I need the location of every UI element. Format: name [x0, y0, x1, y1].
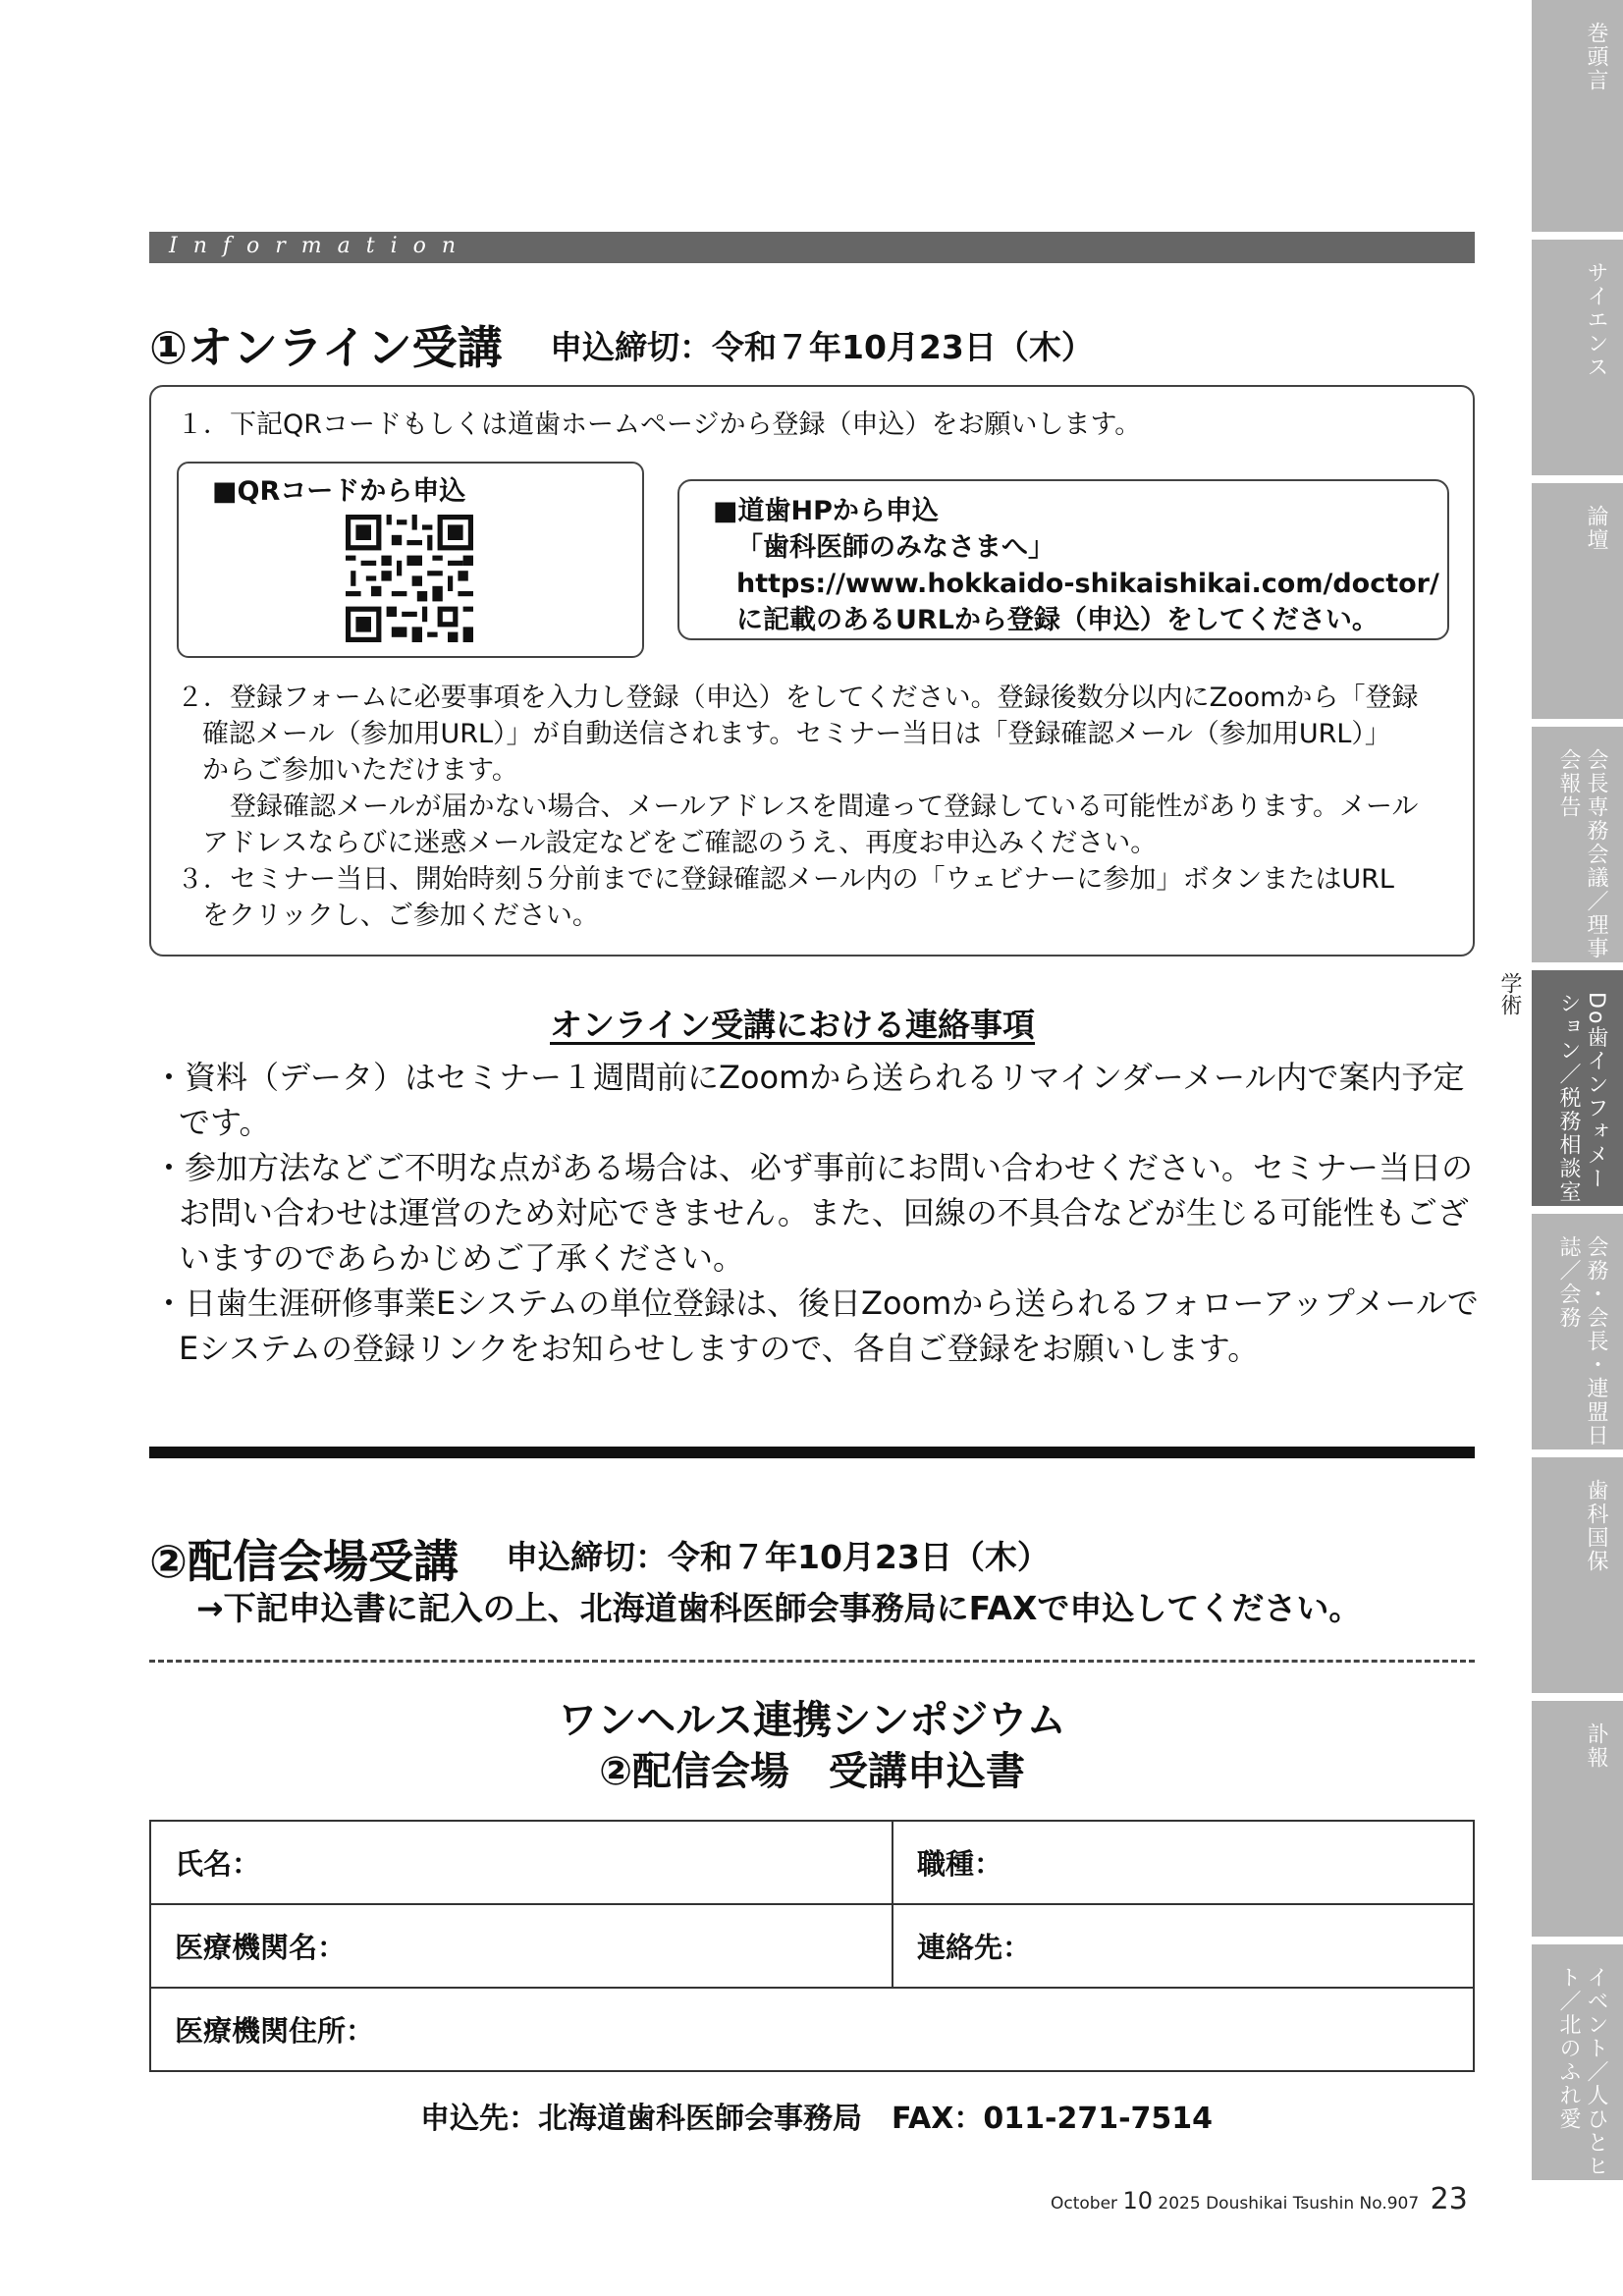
tab-science[interactable] [1532, 240, 1623, 475]
step-2-line: からご参加いただけます。 [202, 755, 518, 786]
form-title: ワンヘルス連携シンポジウム [558, 1698, 1066, 1743]
step-1: １．下記QRコードもしくは道歯ホームページから登録（申込）をお願いします。 [177, 410, 1142, 440]
name-field[interactable]: 氏名： [150, 1821, 893, 1904]
information-label: Information [169, 234, 472, 258]
notes-list [153, 1055, 1479, 1371]
tab-label: サイエンス [1584, 261, 1608, 379]
notes-line: いますのであらかじめご了承ください。 [179, 1239, 745, 1277]
tab-board-report[interactable] [1532, 727, 1623, 962]
hp-page-name: 「歯科医師のみなさまへ」 [736, 532, 1055, 563]
form-subtitle: ②配信会場 受講申込書 [599, 1749, 1025, 1794]
notes-line: ・参加方法などご不明な点がある場合は、必ず事前にお問い合わせください。セミナー当日の [153, 1149, 1474, 1186]
online-section-title: ①オンライン受講 [149, 321, 503, 374]
tab-label: 会長専務会議／理事会報告 [1556, 748, 1608, 960]
information-bar [149, 232, 1475, 263]
venue-deadline: 申込締切：令和７年10月23日（木） [506, 1538, 1050, 1576]
application-form [149, 1820, 1475, 2072]
hp-text [713, 493, 1439, 638]
tab-editorial[interactable] [1532, 0, 1623, 232]
step-2-line: アドレスならびに迷惑メール設定などをご確認のうえ、再度お申込みください。 [202, 828, 1158, 858]
hp-instruction: に記載のあるURLから登録（申込）をしてください。 [736, 605, 1379, 635]
address-field[interactable]: 医療機関住所： [150, 1988, 1474, 2071]
fax-contact: 申込先：北海道歯科医師会事務局 FAX：011-271-7514 [420, 2102, 1214, 2136]
tab-events[interactable] [1532, 1944, 1623, 2180]
online-deadline: 申込締切：令和７年10月23日（木） [550, 328, 1094, 366]
tab-label: 論壇 [1584, 505, 1608, 552]
step-3-line: をクリックし、ご参加ください。 [202, 901, 599, 931]
tab-label: Do歯インフォメーション／税務相談室 [1556, 992, 1608, 1204]
page-number: 23 [1430, 2182, 1468, 2216]
footer-day: 10 [1122, 2187, 1153, 2214]
step-2 [177, 680, 1418, 861]
venue-instruction: →下記申込書に記入の上、北海道歯科医師会事務局にFAXで申込してください。 [196, 1589, 1362, 1627]
notes-line: お問い合わせは運営のため対応できません。また、回線の不具合などが生じる可能性もござ [179, 1194, 1469, 1231]
step-3-line: ３．セミナー当日、開始時刻５分前までに登録確認メール内の「ウェビナーに参加」ボタンまたはURL [177, 864, 1394, 895]
notes-line: Eシステムの登録リンクをお知らせしますので、各自ご登録をお願いします。 [179, 1330, 1260, 1367]
step-2-line: 確認メール（参加用URL）」が自動送信されます。セミナー当日は「登録確認メール（参加用URL）」 [202, 719, 1391, 749]
step-2-line: 登録確認メールが届かない場合、メールアドレスを間違って登録している可能性があります。メール [230, 792, 1419, 822]
tab-insurance[interactable] [1532, 1457, 1623, 1693]
tab-label: 訃報 [1584, 1722, 1608, 1770]
institution-field[interactable]: 医療機関名： [150, 1904, 893, 1988]
notes-heading: オンライン受講における連絡事項 [550, 1006, 1036, 1044]
tab-label: 歯科国保 [1584, 1479, 1608, 1573]
cut-line [149, 1660, 1475, 1663]
tab-label: 巻頭言 [1584, 22, 1608, 92]
section-divider [149, 1447, 1475, 1458]
venue-section-title: ②配信会場受講 [149, 1535, 459, 1588]
job-field[interactable]: 職種： [893, 1821, 1474, 1904]
page-footer [1051, 2182, 1468, 2216]
footer-month: October [1051, 2194, 1118, 2214]
tab-information[interactable] [1532, 970, 1623, 1206]
tab-label: 会務・会長・連盟日誌／会務 [1556, 1235, 1608, 1448]
footer-publication: 2025 Doushikai Tsushin No.907 [1158, 2194, 1420, 2214]
tab-label: イベント／人ひとヒト／北のふれ愛 [1556, 1966, 1608, 2178]
qr-label: ■QRコードから申込 [212, 476, 466, 507]
qr-code-icon[interactable] [346, 515, 473, 642]
tab-diary[interactable] [1532, 1214, 1623, 1449]
step-2-line: ２．登録フォームに必要事項を入力し登録（申込）をしてください。登録後数分以内にZoomから「登録 [177, 683, 1419, 713]
hp-label: ■道歯HPから申込 [713, 496, 939, 526]
step-3 [177, 861, 1394, 934]
contact-field[interactable]: 連絡先： [893, 1904, 1474, 1988]
notes-line: ・資料（データ）はセミナー１週間前にZoomから送られるリマインダーメール内で案内予定 [153, 1059, 1465, 1096]
tab-forum[interactable] [1532, 483, 1623, 719]
hp-url-link[interactable]: https://www.hokkaido-shikaishikai.com/doctor/ [736, 569, 1439, 599]
notes-line: です。 [179, 1104, 271, 1141]
notes-line: ・日歯生涯研修事業Eシステムの単位登録は、後日Zoomから送られるフォローアップメールで [153, 1285, 1479, 1322]
category-label: 学術 [1497, 972, 1522, 1015]
tab-obituary[interactable] [1532, 1701, 1623, 1937]
